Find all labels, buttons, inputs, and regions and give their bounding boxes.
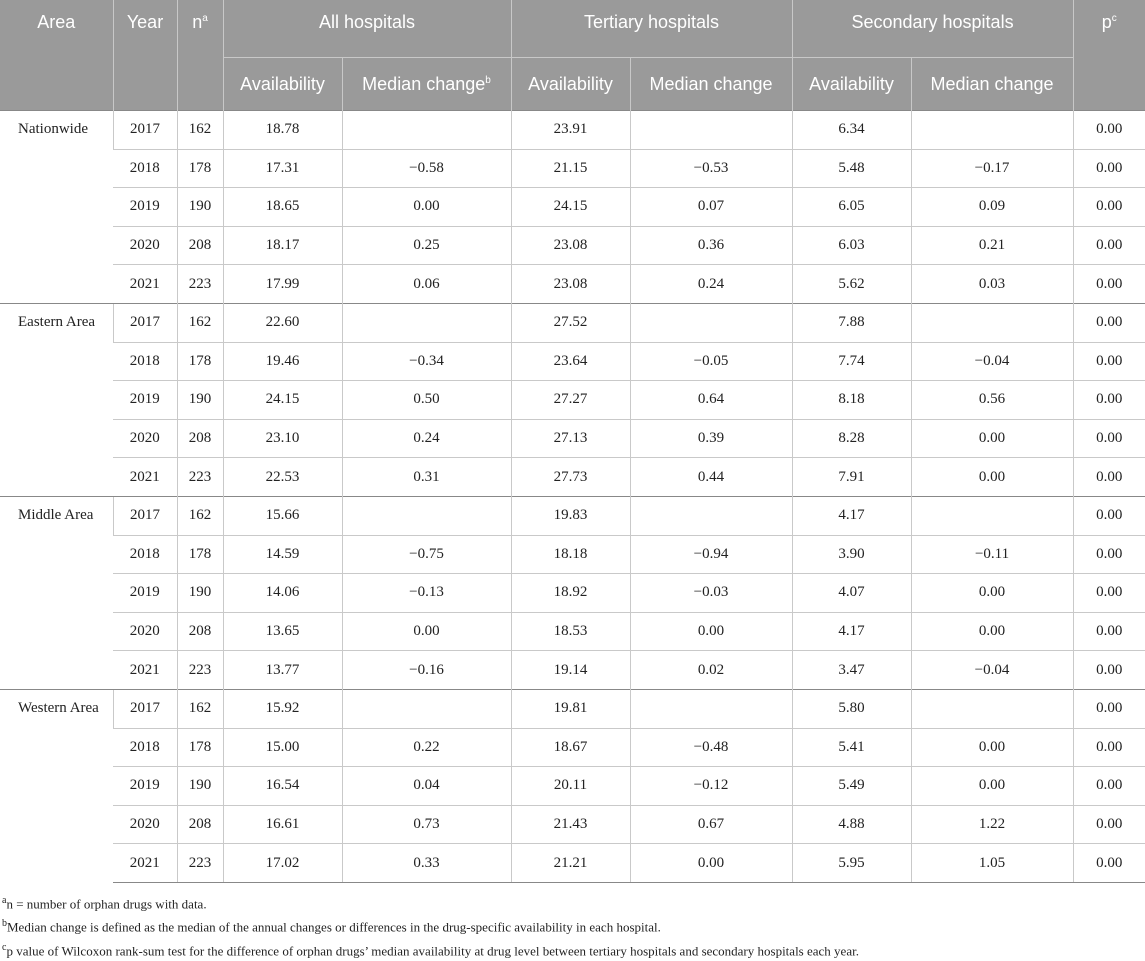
tertiary-availability-cell: 24.15 [511,188,630,227]
all-median-change-cell: 0.06 [342,265,511,304]
header-all-median-change: Median change$^b$ [342,58,511,111]
tertiary-availability-cell: 18.67 [511,728,630,767]
year-cell: 2021 [113,265,177,304]
secondary-availability-cell: 8.28 [792,419,911,458]
all-availability-cell: 14.59 [223,535,342,574]
year-cell: 2020 [113,226,177,265]
all-availability-cell: 24.15 [223,381,342,420]
tertiary-median-change-cell: 0.07 [630,188,792,227]
p-value-cell: 0.00 [1073,265,1145,304]
table-row [0,419,1145,458]
secondary-availability-cell: 4.88 [792,805,911,844]
secondary-median-change-cell: 1.22 [911,805,1073,844]
header-secondary-availability: Availability [792,58,911,111]
tertiary-availability-cell: 19.81 [511,689,630,728]
header-tertiary-availability: Availability [511,58,630,111]
tertiary-median-change-cell: −0.94 [630,535,792,574]
p-value-cell: 0.00 [1073,381,1145,420]
tertiary-median-change-cell: 0.00 [630,844,792,883]
secondary-availability-cell: 5.80 [792,689,911,728]
tertiary-median-change-cell: −0.12 [630,767,792,806]
p-value-cell: 0.00 [1073,149,1145,188]
secondary-availability-cell: 6.03 [792,226,911,265]
secondary-median-change-cell: −0.04 [911,342,1073,381]
all-availability-cell: 18.17 [223,226,342,265]
all-availability-cell: 16.54 [223,767,342,806]
p-value-cell: 0.00 [1073,767,1145,806]
year-cell: 2018 [113,149,177,188]
table-row [0,651,1145,690]
year-cell: 2019 [113,188,177,227]
year-cell: 2021 [113,844,177,883]
header-n: $n^a$ [177,0,223,111]
tertiary-availability-cell: 19.14 [511,651,630,690]
table-row [0,149,1145,188]
header-area: Area [0,0,113,111]
all-availability-cell: 23.10 [223,419,342,458]
n-cell: 190 [177,574,223,613]
secondary-median-change-cell: 0.00 [911,419,1073,458]
p-value-cell: 0.00 [1073,728,1145,767]
year-cell: 2018 [113,342,177,381]
p-value-cell: 0.00 [1073,844,1145,883]
tertiary-median-change-cell [630,303,792,342]
tertiary-availability-cell: 21.21 [511,844,630,883]
p-value-cell: 0.00 [1073,419,1145,458]
p-value-cell: 0.00 [1073,458,1145,497]
n-cell: 162 [177,111,223,150]
year-cell: 2020 [113,612,177,651]
year-cell: 2018 [113,535,177,574]
n-cell: 223 [177,458,223,497]
table-row [0,458,1145,497]
p-value-cell: 0.00 [1073,496,1145,535]
all-median-change-cell: −0.16 [342,651,511,690]
secondary-median-change-cell: 0.00 [911,574,1073,613]
secondary-availability-cell: 3.90 [792,535,911,574]
table-row [0,188,1145,227]
n-cell: 178 [177,535,223,574]
p-value-cell: 0.00 [1073,342,1145,381]
secondary-availability-cell: 6.05 [792,188,911,227]
all-median-change-cell [342,303,511,342]
all-availability-cell: 22.60 [223,303,342,342]
all-median-change-cell: 0.25 [342,226,511,265]
footnote-b: $^b$Median change is defined as the median of the annual changes or differences in the drug-specific availability in each hospital. [2,918,661,935]
tertiary-availability-cell: 21.15 [511,149,630,188]
table-row [0,226,1145,265]
all-availability-cell: 15.66 [223,496,342,535]
header-year: Year [113,0,177,111]
secondary-availability-cell: 5.62 [792,265,911,304]
tertiary-median-change-cell: −0.48 [630,728,792,767]
n-cell: 208 [177,419,223,458]
table-row [0,381,1145,420]
table-body [0,111,1145,883]
table-row [0,111,1145,150]
year-cell: 2021 [113,651,177,690]
all-median-change-cell: 0.33 [342,844,511,883]
tertiary-median-change-cell [630,111,792,150]
all-median-change-cell: 0.73 [342,805,511,844]
secondary-median-change-cell: −0.04 [911,651,1073,690]
tertiary-availability-cell: 23.08 [511,265,630,304]
tertiary-availability-cell: 23.91 [511,111,630,150]
header-p: $p^c$ [1073,0,1145,111]
all-median-change-cell: 0.50 [342,381,511,420]
year-cell: 2021 [113,458,177,497]
table-row [0,805,1145,844]
all-availability-cell: 17.02 [223,844,342,883]
area-cell: Nationwide [0,111,113,304]
year-cell: 2019 [113,381,177,420]
all-median-change-cell: 0.31 [342,458,511,497]
tertiary-median-change-cell [630,689,792,728]
secondary-median-change-cell: 1.05 [911,844,1073,883]
all-median-change-cell: 0.00 [342,612,511,651]
p-value-cell: 0.00 [1073,651,1145,690]
secondary-median-change-cell: 0.56 [911,381,1073,420]
year-cell: 2019 [113,767,177,806]
all-median-change-cell: −0.34 [342,342,511,381]
tertiary-availability-cell: 18.92 [511,574,630,613]
all-median-change-cell: 0.22 [342,728,511,767]
all-median-change-cell: 0.00 [342,188,511,227]
area-cell: Middle Area [0,496,113,689]
secondary-availability-cell: 4.17 [792,612,911,651]
tertiary-availability-cell: 27.27 [511,381,630,420]
tertiary-median-change-cell [630,496,792,535]
year-cell: 2020 [113,805,177,844]
header-secondary-median-change: Median change [911,58,1073,111]
secondary-median-change-cell: 0.00 [911,458,1073,497]
year-cell: 2019 [113,574,177,613]
p-value-cell: 0.00 [1073,612,1145,651]
n-cell: 178 [177,342,223,381]
header-all-hospitals: All hospitals [223,0,511,58]
secondary-median-change-cell [911,303,1073,342]
secondary-median-change-cell: 0.21 [911,226,1073,265]
all-median-change-cell: 0.04 [342,767,511,806]
p-value-cell: 0.00 [1073,111,1145,150]
p-value-cell: 0.00 [1073,805,1145,844]
tertiary-median-change-cell: 0.36 [630,226,792,265]
tertiary-median-change-cell: −0.53 [630,149,792,188]
all-availability-cell: 16.61 [223,805,342,844]
tertiary-median-change-cell: 0.00 [630,612,792,651]
n-cell: 223 [177,651,223,690]
n-cell: 208 [177,612,223,651]
all-median-change-cell: −0.13 [342,574,511,613]
all-availability-cell: 14.06 [223,574,342,613]
secondary-median-change-cell: 0.09 [911,188,1073,227]
all-availability-cell: 17.31 [223,149,342,188]
secondary-availability-cell: 4.07 [792,574,911,613]
n-cell: 208 [177,805,223,844]
table-row [0,844,1145,883]
secondary-availability-cell: 4.17 [792,496,911,535]
n-cell: 162 [177,303,223,342]
header-tertiary-median-change: Median change [630,58,792,111]
secondary-availability-cell: 5.48 [792,149,911,188]
secondary-availability-cell: 3.47 [792,651,911,690]
p-value-cell: 0.00 [1073,689,1145,728]
tertiary-median-change-cell: 0.64 [630,381,792,420]
year-cell: 2017 [113,689,177,728]
area-cell: Eastern Area [0,303,113,496]
n-cell: 223 [177,844,223,883]
p-value-cell: 0.00 [1073,303,1145,342]
all-median-change-cell [342,111,511,150]
secondary-availability-cell: 7.91 [792,458,911,497]
all-availability-cell: 18.65 [223,188,342,227]
tertiary-median-change-cell: 0.44 [630,458,792,497]
secondary-median-change-cell: 0.03 [911,265,1073,304]
header-tertiary-hospitals: Tertiary hospitals [511,0,792,58]
secondary-median-change-cell [911,496,1073,535]
year-cell: 2017 [113,496,177,535]
tertiary-availability-cell: 27.73 [511,458,630,497]
all-availability-cell: 19.46 [223,342,342,381]
tertiary-availability-cell: 21.43 [511,805,630,844]
table-row [0,728,1145,767]
secondary-availability-cell: 5.95 [792,844,911,883]
year-cell: 2020 [113,419,177,458]
all-availability-cell: 18.78 [223,111,342,150]
footnotes [0,883,1145,961]
footnote-a: $^a$n = number of orphan drugs with data. [2,894,207,912]
table-row [0,496,1145,535]
all-availability-cell: 13.65 [223,612,342,651]
all-availability-cell: 15.92 [223,689,342,728]
table-row [0,767,1145,806]
all-median-change-cell: 0.24 [342,419,511,458]
all-availability-cell: 13.77 [223,651,342,690]
tertiary-median-change-cell: −0.05 [630,342,792,381]
tertiary-median-change-cell: −0.03 [630,574,792,613]
table-row [0,303,1145,342]
n-cell: 178 [177,149,223,188]
table-row [0,574,1145,613]
footnote-c: $^c$p value of Wilcoxon rank-sum test for the difference of orphan drugs’ median availability at drug level between tertiary hospitals and secondary hospitals each year. [2,941,859,958]
p-value-cell: 0.00 [1073,535,1145,574]
n-cell: 162 [177,496,223,535]
secondary-median-change-cell: −0.11 [911,535,1073,574]
tertiary-availability-cell: 27.52 [511,303,630,342]
tertiary-median-change-cell: 0.02 [630,651,792,690]
tertiary-availability-cell: 20.11 [511,767,630,806]
tertiary-median-change-cell: 0.39 [630,419,792,458]
year-cell: 2018 [113,728,177,767]
secondary-median-change-cell: 0.00 [911,728,1073,767]
all-median-change-cell [342,496,511,535]
secondary-availability-cell: 5.41 [792,728,911,767]
table-row [0,342,1145,381]
all-availability-cell: 15.00 [223,728,342,767]
tertiary-availability-cell: 18.18 [511,535,630,574]
tertiary-availability-cell: 18.53 [511,612,630,651]
n-cell: 208 [177,226,223,265]
secondary-median-change-cell [911,689,1073,728]
n-cell: 190 [177,188,223,227]
all-availability-cell: 22.53 [223,458,342,497]
p-value-cell: 0.00 [1073,574,1145,613]
secondary-availability-cell: 7.88 [792,303,911,342]
p-value-cell: 0.00 [1073,188,1145,227]
all-median-change-cell: −0.58 [342,149,511,188]
table-row [0,612,1145,651]
table-row [0,535,1145,574]
tertiary-median-change-cell: 0.24 [630,265,792,304]
secondary-median-change-cell: −0.17 [911,149,1073,188]
n-cell: 190 [177,381,223,420]
header-all-availability: Availability [223,58,342,111]
table-header [0,0,1145,111]
table-row [0,689,1145,728]
n-cell: 223 [177,265,223,304]
year-cell: 2017 [113,303,177,342]
tertiary-availability-cell: 19.83 [511,496,630,535]
n-cell: 178 [177,728,223,767]
secondary-median-change-cell [911,111,1073,150]
all-availability-cell: 17.99 [223,265,342,304]
area-cell: Western Area [0,689,113,882]
secondary-availability-cell: 5.49 [792,767,911,806]
n-cell: 190 [177,767,223,806]
secondary-median-change-cell: 0.00 [911,767,1073,806]
tertiary-median-change-cell: 0.67 [630,805,792,844]
header-secondary-hospitals: Secondary hospitals [792,0,1073,58]
p-value-cell: 0.00 [1073,226,1145,265]
table-row [0,265,1145,304]
n-cell: 162 [177,689,223,728]
tertiary-availability-cell: 23.64 [511,342,630,381]
year-cell: 2017 [113,111,177,150]
all-median-change-cell: −0.75 [342,535,511,574]
secondary-median-change-cell: 0.00 [911,612,1073,651]
all-median-change-cell [342,689,511,728]
secondary-availability-cell: 7.74 [792,342,911,381]
tertiary-availability-cell: 23.08 [511,226,630,265]
secondary-availability-cell: 6.34 [792,111,911,150]
secondary-availability-cell: 8.18 [792,381,911,420]
tertiary-availability-cell: 27.13 [511,419,630,458]
